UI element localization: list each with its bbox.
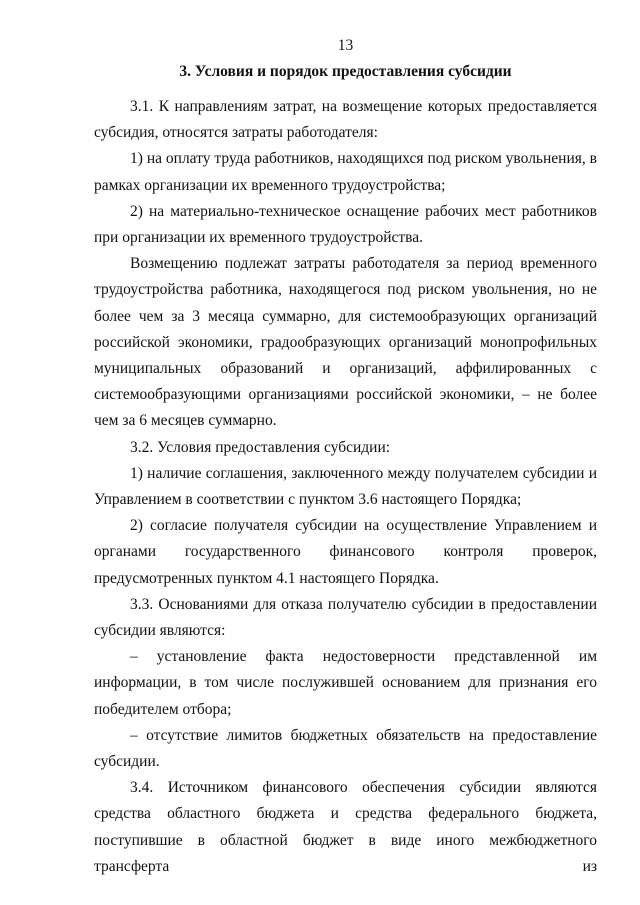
section-title: 3. Условия и порядок предоставления субсидии <box>179 63 512 80</box>
paragraph-3-1: 3.1. К направлениям затрат, на возмещение которых предоставляется субсидия, относятся затраты работодателя: <box>94 98 597 142</box>
document-body <box>94 94 597 880</box>
page-number: 13 <box>337 37 354 54</box>
paragraph-3-3: 3.3. Основаниями для отказа получателю субсидии в предоставлении субсидии являются: <box>94 595 597 640</box>
paragraph-3-2-item-1: 1) наличие соглашения, заключенного между получателем субсидии и Управлением в соответствии с пунктом 3.6 настоящего Порядка; <box>94 464 597 509</box>
paragraph-3-1-item-1: 1) на оплату труда работников, находящихся под риском увольнения, в рамках организации их временного трудоустройства; <box>94 150 597 194</box>
paragraph-3-4: 3.4. Источником финансового обеспечения субсидии являются средства областного бюджета и средства федерального бюджета, поступившие в областной бюджет в виде иного межбюджетного трансферта из <box>94 779 597 875</box>
paragraph-3-2-item-2: 2) согласие получателя субсидии на осуществление Управлением и органами государственного финансового контроля проверок, предусмотренных пунктом 4.1 настоящего Порядка. <box>94 517 597 587</box>
paragraph-3-1-item-2: 2) на материально-техническое оснащение рабочих мест работников при организации их временного трудоустройства. <box>94 202 597 247</box>
paragraph-reimbursement-period: Возмещению подлежат затраты работодателя за период временного трудоустройства работника, находящегося под риском увольнения, но не более чем за 3 месяца суммарно, для системообразующих организаций российской экономики, градообразующих организаций монопрофильных муниципальных образований и организаций, аффилированных с системообразующими организациями российской экономики, – не более чем за 6 месяцев суммарно. <box>94 255 597 430</box>
paragraph-3-3-item-2: – отсутствие лимитов бюджетных обязательств на предоставление субсидии. <box>94 726 597 771</box>
paragraph-3-2: 3.2. Условия предоставления субсидии: <box>130 438 391 456</box>
paragraph-3-3-item-1: – установление факта недостоверности представленной им информации, в том числе послужившей основанием для признания его победителем отбора; <box>94 648 597 718</box>
